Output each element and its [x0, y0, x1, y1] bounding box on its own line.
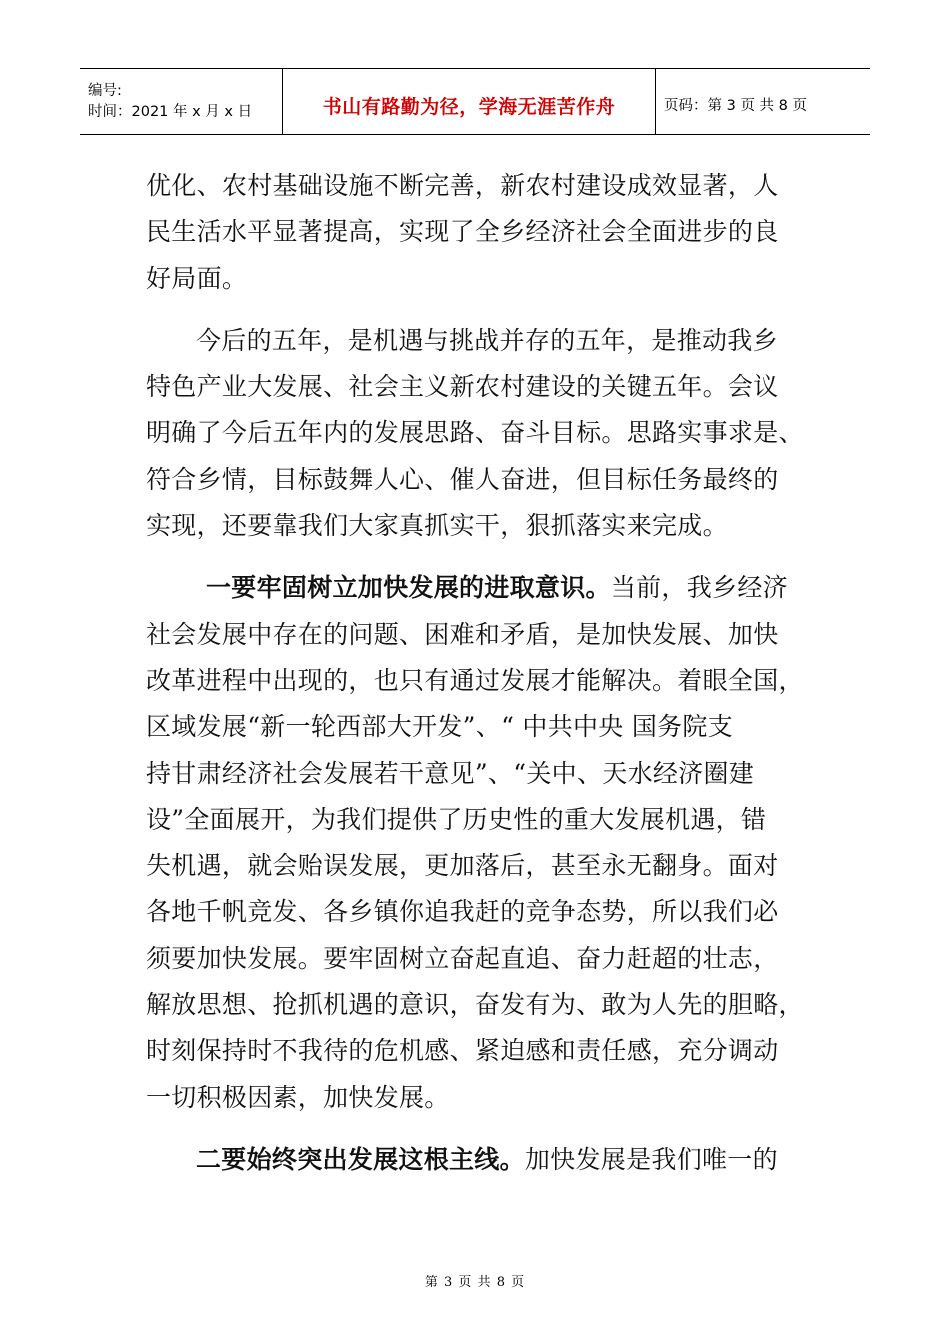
text-line: 区域发展“新一轮西部大开发”、“ 中共中央 国务院支 — [146, 712, 734, 742]
motto: 书山有路勤为径，学海无涯苦作舟 — [322, 96, 616, 118]
text-line: 设”全面展开，为我们提供了历史性的重大发展机遇，错 — [146, 804, 767, 834]
text-line: 明确了今后五年内的发展思路、奋斗目标。思路实事求是、 — [146, 418, 804, 448]
text-line: 各地千帆竞发、各乡镇你追我赶的竞争态势，所以我们必 — [146, 897, 779, 927]
text-line: 民生活水平显著提高，实现了全乡经济社会全面进步的良 — [146, 217, 779, 247]
number-label: 编号: — [88, 82, 122, 99]
text-line: 优化、农村基础设施不断完善，新农村建设成效显著，人 — [146, 171, 779, 200]
paragraph-2 — [146, 318, 816, 549]
header-meta — [80, 69, 282, 134]
header-page-info: 页码：第 3 页 共 8 页 — [664, 98, 807, 114]
text-line — [146, 1137, 816, 1183]
text-line: 好局面。 — [146, 263, 248, 293]
text-line: 今后的五年，是机遇与挑战并存的五年，是推动我乡 — [196, 325, 778, 355]
text-run: 加快发展是我们唯一的 — [524, 1144, 778, 1174]
paragraph-1 — [146, 163, 816, 302]
bold-heading-2: 二要始终突出发展这根主线。 — [196, 1144, 525, 1174]
text-line: 实现，还要靠我们大家真抓实干，狠抓落实来完成。 — [146, 511, 728, 541]
text-line: 符合乡情，目标鼓舞人心、催人奋进，但目标任务最终的 — [146, 464, 779, 494]
time-label: 时间：2021 年 x 月 x 日 — [88, 103, 253, 120]
text-run: 当前，我乡经济 — [610, 573, 788, 603]
bold-heading-1: 一要牢固树立加快发展的进取意识。 — [206, 573, 611, 603]
text-line: 解放思想、抢抓机遇的意识，奋发有为、敢为人先的胆略， — [146, 990, 804, 1020]
text-line: 须要加快发展。要牢固树立奋起直追、奋力赶超的壮志， — [146, 943, 779, 973]
page-footer: 第 3 页 共 8 页 — [424, 1275, 526, 1290]
document-body — [146, 163, 816, 1183]
document-header — [80, 68, 870, 135]
text-line: 改革进程中出现的，也只有通过发展才能解决。着眼全国， — [146, 665, 804, 695]
text-line: 失机遇，就会贻误发展，更加落后，甚至永无翻身。面对 — [146, 851, 779, 881]
text-line: 社会发展中存在的问题、困难和矛盾，是加快发展、加快 — [146, 619, 779, 649]
text-line: 持甘肃经济社会发展若干意见”、“关中、天水经济圈建 — [146, 758, 755, 788]
text-line — [146, 565, 816, 611]
text-line: 特色产业大发展、社会主义新农村建设的关键五年。会议 — [146, 372, 779, 402]
text-line: 时刻保持时不我待的危机感、紧迫感和责任感，充分调动 — [146, 1036, 779, 1066]
paragraph-4 — [146, 1137, 816, 1183]
paragraph-3 — [146, 565, 816, 1121]
text-line: 一切积极因素，加快发展。 — [146, 1082, 450, 1112]
header-motto-cell — [282, 69, 656, 134]
